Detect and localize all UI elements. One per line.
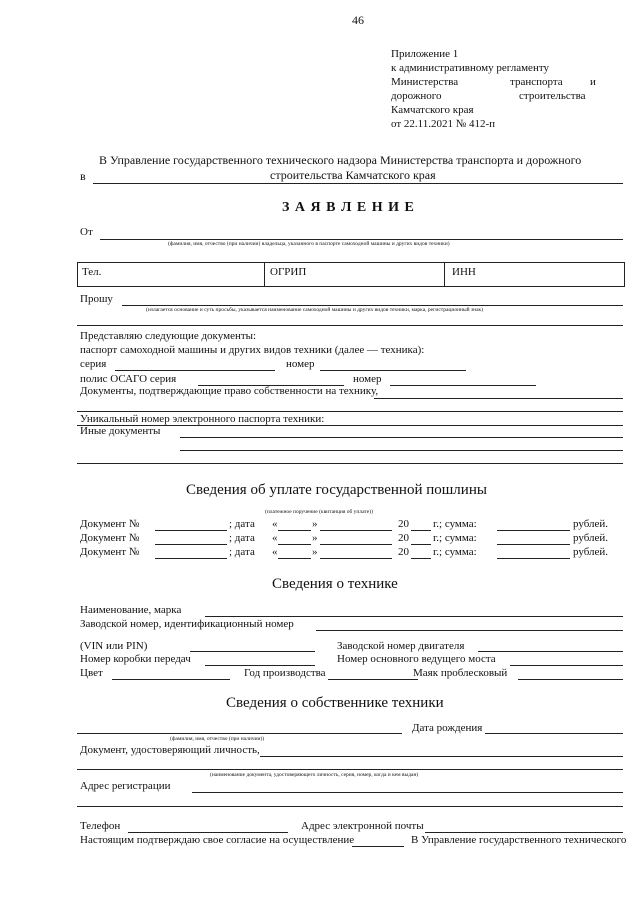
number-underline [320, 370, 466, 371]
request-label: Прошу [80, 293, 113, 305]
fee-quote-open: « [272, 518, 278, 530]
birth-underline [485, 733, 623, 734]
fee-quote-close: » [312, 546, 318, 558]
fee-doc-label: Документ № [80, 518, 140, 530]
other-docs-underline [180, 437, 623, 438]
appendix-line-6: от 22.11.2021 № 412-п [391, 118, 496, 130]
appendix-line-3b: транспорта [510, 76, 563, 88]
appendix-line-2: к административному регламенту [391, 62, 549, 74]
vin-underline [190, 651, 315, 652]
addressee-prefix: в [80, 169, 86, 183]
series-label: серия [80, 358, 107, 370]
year-label: Год производства [244, 667, 326, 679]
tel-label: Тел. [82, 266, 102, 278]
owner-name-underline [77, 733, 402, 734]
engine-underline [478, 651, 623, 652]
email-underline [425, 832, 623, 833]
page-number: 46 [352, 13, 364, 27]
phone-underline [128, 832, 288, 833]
axle-underline [510, 665, 623, 666]
fee-year-underline [411, 530, 431, 531]
year-underline [328, 679, 418, 680]
id-doc-line-2 [77, 769, 623, 770]
reg-address-label: Адрес регистрации [80, 780, 171, 792]
fee-hint: (платежное поручение (квитанция об уплате)) [265, 509, 373, 515]
appendix-line-3c: и [590, 76, 596, 88]
vin-label: (VIN или PIN) [80, 640, 148, 652]
addressee-underline [93, 183, 623, 184]
fee-sum-underline [497, 558, 570, 559]
series-underline [115, 370, 275, 371]
osago-number-label: номер [353, 373, 382, 385]
from-hint: (фамилия, имя, отчество (при наличии) владельца, указанного в паспорте самоходной машины и других видов техники) [168, 241, 450, 247]
appendix-line-5: Камчатского края [391, 104, 474, 116]
consent-underline [352, 846, 404, 847]
ownership-docs-label: Документы, подтверждающие право собственности на технику, [80, 385, 379, 397]
number-label: номер [286, 358, 315, 370]
color-label: Цвет [80, 667, 103, 679]
from-label: От [80, 226, 93, 238]
gearbox-label: Номер коробки передач [80, 653, 191, 665]
fee-day-underline [278, 544, 311, 545]
fee-year-prefix: 20 [398, 546, 409, 558]
docs-line-2: паспорт самоходной машины и других видов техники (далее — техника): [80, 344, 425, 356]
fee-month-underline [320, 558, 392, 559]
fee-quote-close: » [312, 532, 318, 544]
other-docs-line-3 [77, 463, 623, 464]
ogrip-label: ОГРИП [270, 266, 307, 278]
beacon-underline [518, 679, 623, 680]
fee-date-label: ; дата [229, 546, 255, 558]
osago-series-label: полис ОСАГО серия [80, 373, 177, 385]
appendix-line-1: Приложение 1 [391, 48, 459, 60]
consent-text-b: В Управление государственного технического [411, 834, 627, 846]
birth-label: Дата рождения [412, 722, 483, 734]
fee-year-underline [411, 558, 431, 559]
form-title: З А Я В Л Е Н И Е [282, 200, 415, 215]
id-doc-hint: (наименование документа, удостоверяющего личность, серия, номер, когда и кем выдан) [210, 772, 419, 778]
owner-name-hint: (фамилия, имя, отчество (при наличии)) [170, 736, 265, 742]
id-doc-underline [260, 756, 623, 757]
fee-month-underline [320, 530, 392, 531]
appendix-line-4b: строительства [519, 90, 586, 102]
appendix-line-3a: Министерства [391, 76, 459, 88]
fee-day-underline [278, 530, 311, 531]
reg-address-line-2 [77, 806, 623, 807]
fee-quote-open: « [272, 546, 278, 558]
factory-id-underline [316, 630, 623, 631]
ownership-underline [374, 398, 623, 399]
axle-label: Номер основного ведущего моста [337, 653, 496, 665]
email-label: Адрес электронной почты [301, 820, 424, 832]
fee-doc-underline [155, 530, 227, 531]
consent-text-a: Настоящим подтверждаю свое согласие на осуществление [80, 834, 355, 846]
fee-rub-label: рублей. [573, 518, 609, 530]
fee-sum-label: г.; сумма: [433, 518, 477, 530]
machine-name-label: Наименование, марка [80, 604, 182, 616]
machine-name-underline [205, 616, 623, 617]
fee-quote-close: » [312, 518, 318, 530]
other-docs-label: Иные документы [80, 425, 161, 437]
fee-year-prefix: 20 [398, 532, 409, 544]
id-doc-label: Документ, удостоверяющий личность, [80, 744, 260, 756]
other-docs-line-2 [180, 450, 623, 451]
reg-address-underline [192, 792, 623, 793]
fee-doc-underline [155, 544, 227, 545]
factory-id-label: Заводской номер, идентификационный номер [80, 618, 294, 630]
fee-sum-label: г.; сумма: [433, 546, 477, 558]
color-underline [112, 679, 230, 680]
fee-doc-label: Документ № [80, 546, 140, 558]
fee-sum-underline [497, 544, 570, 545]
fee-date-label: ; дата [229, 518, 255, 530]
fee-doc-label: Документ № [80, 532, 140, 544]
fee-quote-open: « [272, 532, 278, 544]
contacts-table [77, 262, 625, 287]
fee-sum-underline [497, 530, 570, 531]
fee-heading: Сведения об уплате государственной пошлины [186, 482, 487, 498]
gearbox-underline [205, 665, 315, 666]
docs-line [77, 411, 623, 412]
fee-doc-underline [155, 558, 227, 559]
fee-year-prefix: 20 [398, 518, 409, 530]
appendix-line-4a: дорожного [391, 90, 442, 102]
fee-sum-label: г.; сумма: [433, 532, 477, 544]
request-hint: (излагается основание и суть просьбы, указывается наименование самоходной машины и других видов техники, марка, регистрационный знак) [146, 307, 484, 313]
addressee-line-2: строительства Камчатского края [270, 168, 436, 182]
inn-label: ИНН [452, 266, 476, 278]
phone-label: Телефон [80, 820, 121, 832]
fee-date-label: ; дата [229, 532, 255, 544]
addressee-line-1: В Управление государственного технического надзора Министерства транспорта и дорожного [99, 153, 582, 167]
unique-passport-label: Уникальный номер электронного паспорта техники: [80, 413, 325, 425]
fee-day-underline [278, 558, 311, 559]
engine-label: Заводской номер двигателя [337, 640, 465, 652]
from-underline [100, 239, 623, 240]
docs-line-1: Представляю следующие документы: [80, 330, 257, 342]
request-underline [122, 305, 623, 306]
osago-number-underline [390, 385, 536, 386]
fee-year-underline [411, 544, 431, 545]
fee-rub-label: рублей. [573, 532, 609, 544]
owner-heading: Сведения о собственнике техники [226, 695, 444, 711]
fee-rub-label: рублей. [573, 546, 609, 558]
beacon-label: Маяк проблесковый [413, 667, 508, 679]
machine-heading: Сведения о технике [272, 576, 398, 592]
fee-month-underline [320, 544, 392, 545]
request-line-2 [77, 325, 623, 326]
